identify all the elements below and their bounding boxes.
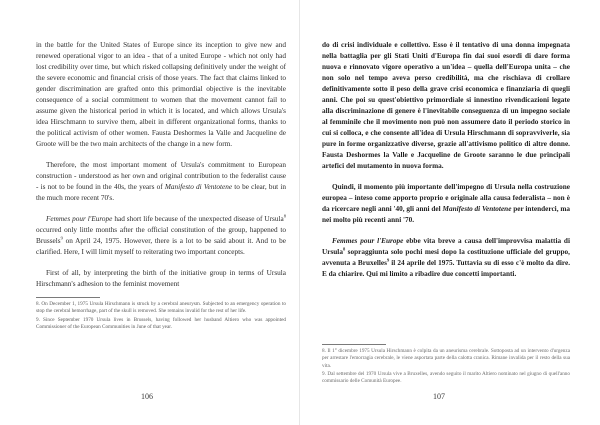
right-page — [300, 0, 600, 425]
left-page-number: 106 — [141, 392, 153, 401]
right-body-text — [322, 40, 570, 280]
left-footnote-9: 9. Since September 1970 Ursula lives in Brussels, having followed her husband Altiero who was appointed Commissioner of the European Communities in June of that year. — [36, 316, 286, 330]
left-paragraph-4: First of all, by interpreting the birth of the initiative group in terms of Ursula Hirschmann's adhesion to the feminist movement — [36, 269, 286, 288]
right-footnote-9: 9. Dal settembre del 1970 Ursula vive a Bruxelles, avendo seguito il marito Altiero nominato nel giugno di quell'anno commissario delle Comunità Europee. — [322, 370, 570, 385]
right-page-number: 107 — [433, 392, 445, 401]
left-body-text — [36, 40, 286, 290]
footnote-divider — [322, 344, 386, 345]
right-paragraph-1: do di crisi individuale e collettivo. Esso è il tentativo di una donna impegnata nella battaglia per gli Stati Uniti d'Europa fin dai suoi esordi di dare forma nuova e rinnovato vigore operativo a un'idea – quella dell'Europa unita – che non solo nel tempo aveva perso credibilità, ma che rischiava di crollare definitivamente sotto il peso della grave crisi economica e finanziaria di quegli anni. Che poi su quest'obiettivo primordiale si innestino rivendicazioni legate alla discriminazione di genere è l'inevitabile conseguenza di un impegno sociale al femminile che il movimento non può non assumere dato il periodo storico in cui si colloca, e che consente all'idea di Ursula Hirschmann di sopravviverle, sia pure in forme organizzative diverse, grazie all'attivismo politico di altre donne. Fausta Deshormes la Valle e Jacqueline de Groote saranno le due principali artefici del mutamento in nuova forma. — [322, 41, 570, 170]
right-footnote-8: 8. Il 1° dicembre 1975 Ursula Hirschmann è colpita da un aneurisma cerebrale. Sottoposta ad un intervento d'urgenza per arrestare l'emorragia cerebrale, le viene asportata parte della calotta cranica. Rimane invalida per il resto della sua vita. — [322, 348, 570, 369]
left-paragraph-1: in the battle for the United States of Europe since its inception to give new and renewed operational vigor to an idea - that of a united Europe - which not only had lost credibility over time, but which risked collapsing definitively under the weight of the severe economic and financial crisis of those years. The fact that claims linked to gender discrimination are grafted onto this primordial objective is the inevitable consequence of a social commitment to women that the movement cannot fail to assume given the historical period in which it is located, and which allows Ursula's idea Hirschmann to survive them, albeit in different organizational forms, thanks to the political activism of other women. Fausta Deshormes la Valle and Jacqueline de Groote will be the two main architects of the change in a new form. — [36, 41, 286, 148]
left-paragraph-3: Femmes pour l'Europe had short life because of the unexpected disease of Ursula$^8$ occurred only little months after the official constitution of the group, happened to Brussels$^9$ on April 24, 1975. However, there is a lot to be said about it. And to be clarified. Here, I will limit myself to reiterating two important concepts. — [36, 213, 286, 256]
footnote-divider — [36, 297, 100, 298]
right-paragraph-2: Quindi, il momento più importante dell'impegno di Ursula nella costruzione europea – inteso come apporto proprio e originale alla causa federalista – non è da ricercare negli anni '40, gli anni del Manifesto di Ventotene per intenderci, ma nei molto più recenti anni '70. — [322, 183, 570, 224]
left-paragraph-2: Therefore, the most important moment of Ursula's commitment to European construction - understood as her own and original contribution to the federalist cause - is not to be found in the 40s, the years of Manifesto di Ventotene to be clear, but in the much more recent 70's. — [36, 161, 287, 202]
left-footnote-8: 8. On December 1, 1975 Ursula Hirschmann is struck by a cerebral aneurysm. Subjected to an emergency operation to stop the cerebral hemorrhage, part of the skull is removed. She remains invalid for the rest of her life. — [36, 301, 286, 315]
right-paragraph-3: Femmes pour l'Europe ebbe vita breve a causa dell'improvvisa malattia di Ursula$^8$ sopraggiunta solo pochi mesi dopo la costituzione ufficiale del gruppo, avvenuta a Bruxelles$^9$ il 24 aprile del 1975. Tuttavia su di esso c'è molto da dire. E da chiarire. Qui mi limito a ribadire due concetti importanti. — [322, 237, 571, 278]
